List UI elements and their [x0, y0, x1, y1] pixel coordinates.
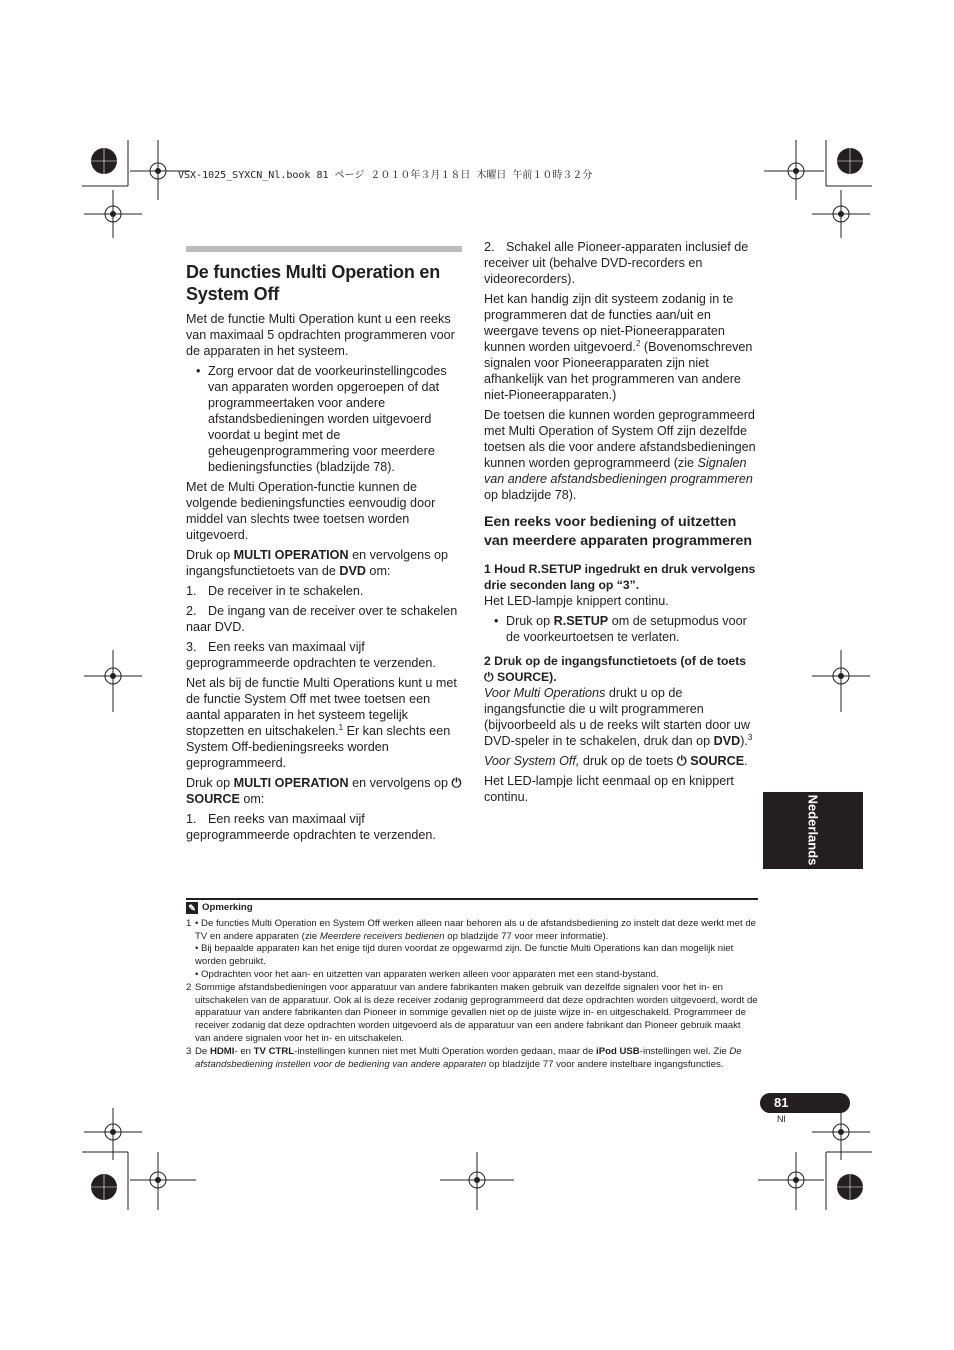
list-item: 2. De ingang van de receiver over te schakelen naar DVD. [186, 604, 458, 634]
footnote: 1 • De functies Multi Operation en System Off werken alleen naar behoren als u de afstandsbediening zo instelt dat deze werkt met de TV en andere apparaten (zie Meerdere receivers bedienen op bladzijde 77 voor meer informatie). [186, 917, 757, 942]
right-column [484, 239, 756, 809]
footnote-rule [186, 898, 758, 900]
footnote: • Bij bepaalde apparaten kan het enige tijd duren voordat ze opgewarmd zijn. De functie Multi Operations kan dan mogelijk niet worden gebruikt. [195, 943, 734, 968]
left-column [186, 246, 462, 847]
step-heading: 1 Houd R.SETUP ingedrukt en druk vervolgens drie seconden lang op “3”. [484, 562, 756, 592]
notes-heading: ✎ Opmerking [186, 902, 758, 915]
instruction-paragraph: Druk op MULTI OPERATION en vervolgens op ingangsfunctietoets van de DVD om: [186, 548, 448, 578]
step-text: Voor Multi Operations drukt u op de ingangsfunctie die u wilt programmeren (bijvoorbeeld als u de reeks wilt starten door uw DVD-speler in te schakelen, druk dan op DVD).$^3$ [484, 686, 753, 748]
note-icon: ✎ [186, 902, 198, 914]
page-number-badge: 81 [760, 1093, 850, 1113]
key-label: MULTI OPERATION [233, 776, 349, 790]
step-text: Voor System Off, druk op de toets ⏻ SOURCE. [484, 754, 748, 768]
key-label: MULTI OPERATION [233, 548, 349, 562]
list-item: 2. Schakel alle Pioneer-apparaten inclusief de receiver uit (behalve DVD-recorders en videorecorders). [484, 240, 749, 286]
language-tab: Nederlands [763, 792, 863, 869]
key-label: SOURCE [186, 792, 240, 806]
bullet-list [186, 363, 462, 475]
section-rule [186, 246, 462, 252]
step-text: Het LED-lampje knippert continu. [484, 594, 669, 608]
file-header: VSX-1025_SYXCN_Nl.book 81 ページ ２０１０年３月１８日 木曜日 午前１０時３２分 [178, 170, 593, 181]
list-item: 3. Een reeks van maximaal vijf geprogrammeerde opdrachten te verzenden. [186, 640, 436, 670]
list-item: 1. De receiver in te schakelen. [186, 584, 364, 598]
key-label: DVD [713, 734, 741, 748]
step-heading: 2 Druk op de ingangsfunctietoets (of de toets ⏻ SOURCE). [484, 654, 747, 684]
page-language-code: Nl [777, 1114, 786, 1124]
instruction-paragraph: Druk op MULTI OPERATION en vervolgens op ⏻ SOURCE om: [186, 776, 462, 806]
footnote: • Opdrachten voor het aan- en uitzetten van apparaten werken alleen voor apparaten met een stand-bystand. [195, 968, 659, 980]
paragraph: De toetsen die kunnen worden geprogrammeerd met Multi Operation of System Off zijn dezelfde toetsen als die voor andere afstandsbedieningen kunnen worden geprogrammeerd (zie Signalen van andere afstandsbedieningen programmeren op bladzijde 78). [484, 408, 756, 502]
subsection-title: Een reeks voor bediening of uitzetten van meerdere apparaten programmeren [484, 514, 753, 549]
bullet-list [484, 613, 756, 645]
numbered-list [186, 811, 462, 843]
list-item: 1. Een reeks van maximaal vijf geprogrammeerde opdrachten te verzenden. [186, 812, 436, 842]
paragraph: Met de Multi Operation-functie kunnen de volgende bedieningsfuncties eenvoudig door middel van slechts twee toetsen worden uitgevoerd. [186, 480, 436, 542]
power-icon: ⏻ [451, 776, 462, 790]
key-label: SOURCE [690, 754, 745, 768]
power-icon: ⏻ [676, 754, 687, 768]
key-label: R.SETUP [553, 614, 609, 628]
footnote: 3 De HDMI- en TV CTRL-instellingen kunnen niet met Multi Operation worden gedaan, maar de iPod USB-instellingen wel. Zie De afstandsbediening instellen voor de bediening van andere apparaten op bladzijde 77 voor andere instelbare ingangsfuncties. [186, 1045, 742, 1070]
footnotes [186, 898, 758, 1071]
paragraph: Net als bij de functie Multi Operations kunt u met de functie System Off met twee toetsen een aantal apparaten in het systeem tegelijk stopzetten en uitschakelen.$^1$ Er kan slechts een System Off-bedieningsreeks worden geprogrammeerd. [186, 676, 457, 770]
bullet-item: • Druk op R.SETUP om de setupmodus voor de voorkeurtoetsen te verlaten. [506, 613, 756, 645]
step-text: Het LED-lampje licht eenmaal op en knippert continu. [484, 774, 734, 804]
key-label: DVD [339, 564, 366, 578]
section-title: De functies Multi Operation en System Off [186, 262, 441, 304]
numbered-list [484, 239, 756, 287]
bullet-item: • Zorg ervoor dat de voorkeurinstellingcodes van apparaten worden opgeroepen of dat programmeertaken voor andere afstandsbedieningen worden uitgevoerd voordat u begint met de geheugenprogrammering voor meerdere bedieningsfuncties (bladzijde 78). [208, 363, 462, 475]
paragraph: Het kan handig zijn dit systeem zodanig in te programmeren dat de functies aan/uit en weergave tevens op niet-Pioneerapparaten kunnen worden uitgevoerd.$^2$ (Bovenomschreven signalen voor Pioneerapparaten zijn niet afhankelijk van het programmeren van andere niet-Pioneerapparaten.) [484, 292, 753, 402]
intro-paragraph: Met de functie Multi Operation kunt u een reeks van maximaal 5 opdrachten programmeren voor de apparaten in het systeem. [186, 312, 455, 358]
numbered-list [186, 583, 462, 671]
power-icon: ⏻ [484, 670, 494, 684]
footnote: 2 Sommige afstandsbedieningen voor apparatuur van andere fabrikanten maken gebruik van dezelfde signalen voor het in- en uitschakelen van de apparatuur. Ook al is deze receiver zodanig geprogrammeerd dat deze opdrachten worden uitgevoerd, wordt de apparatuur van andere fabrikanten dan Pioneer in sommige gevallen niet op de juiste wijze in- en uitgeschakeld. Programmeer de receiver zodanig dat deze opdrachten worden uitgevoerd als de apparatuur van een andere fabrikant dan Pioneer gebruik maakt van andere signalen voor het in- en uitschakelen. [186, 981, 758, 1044]
